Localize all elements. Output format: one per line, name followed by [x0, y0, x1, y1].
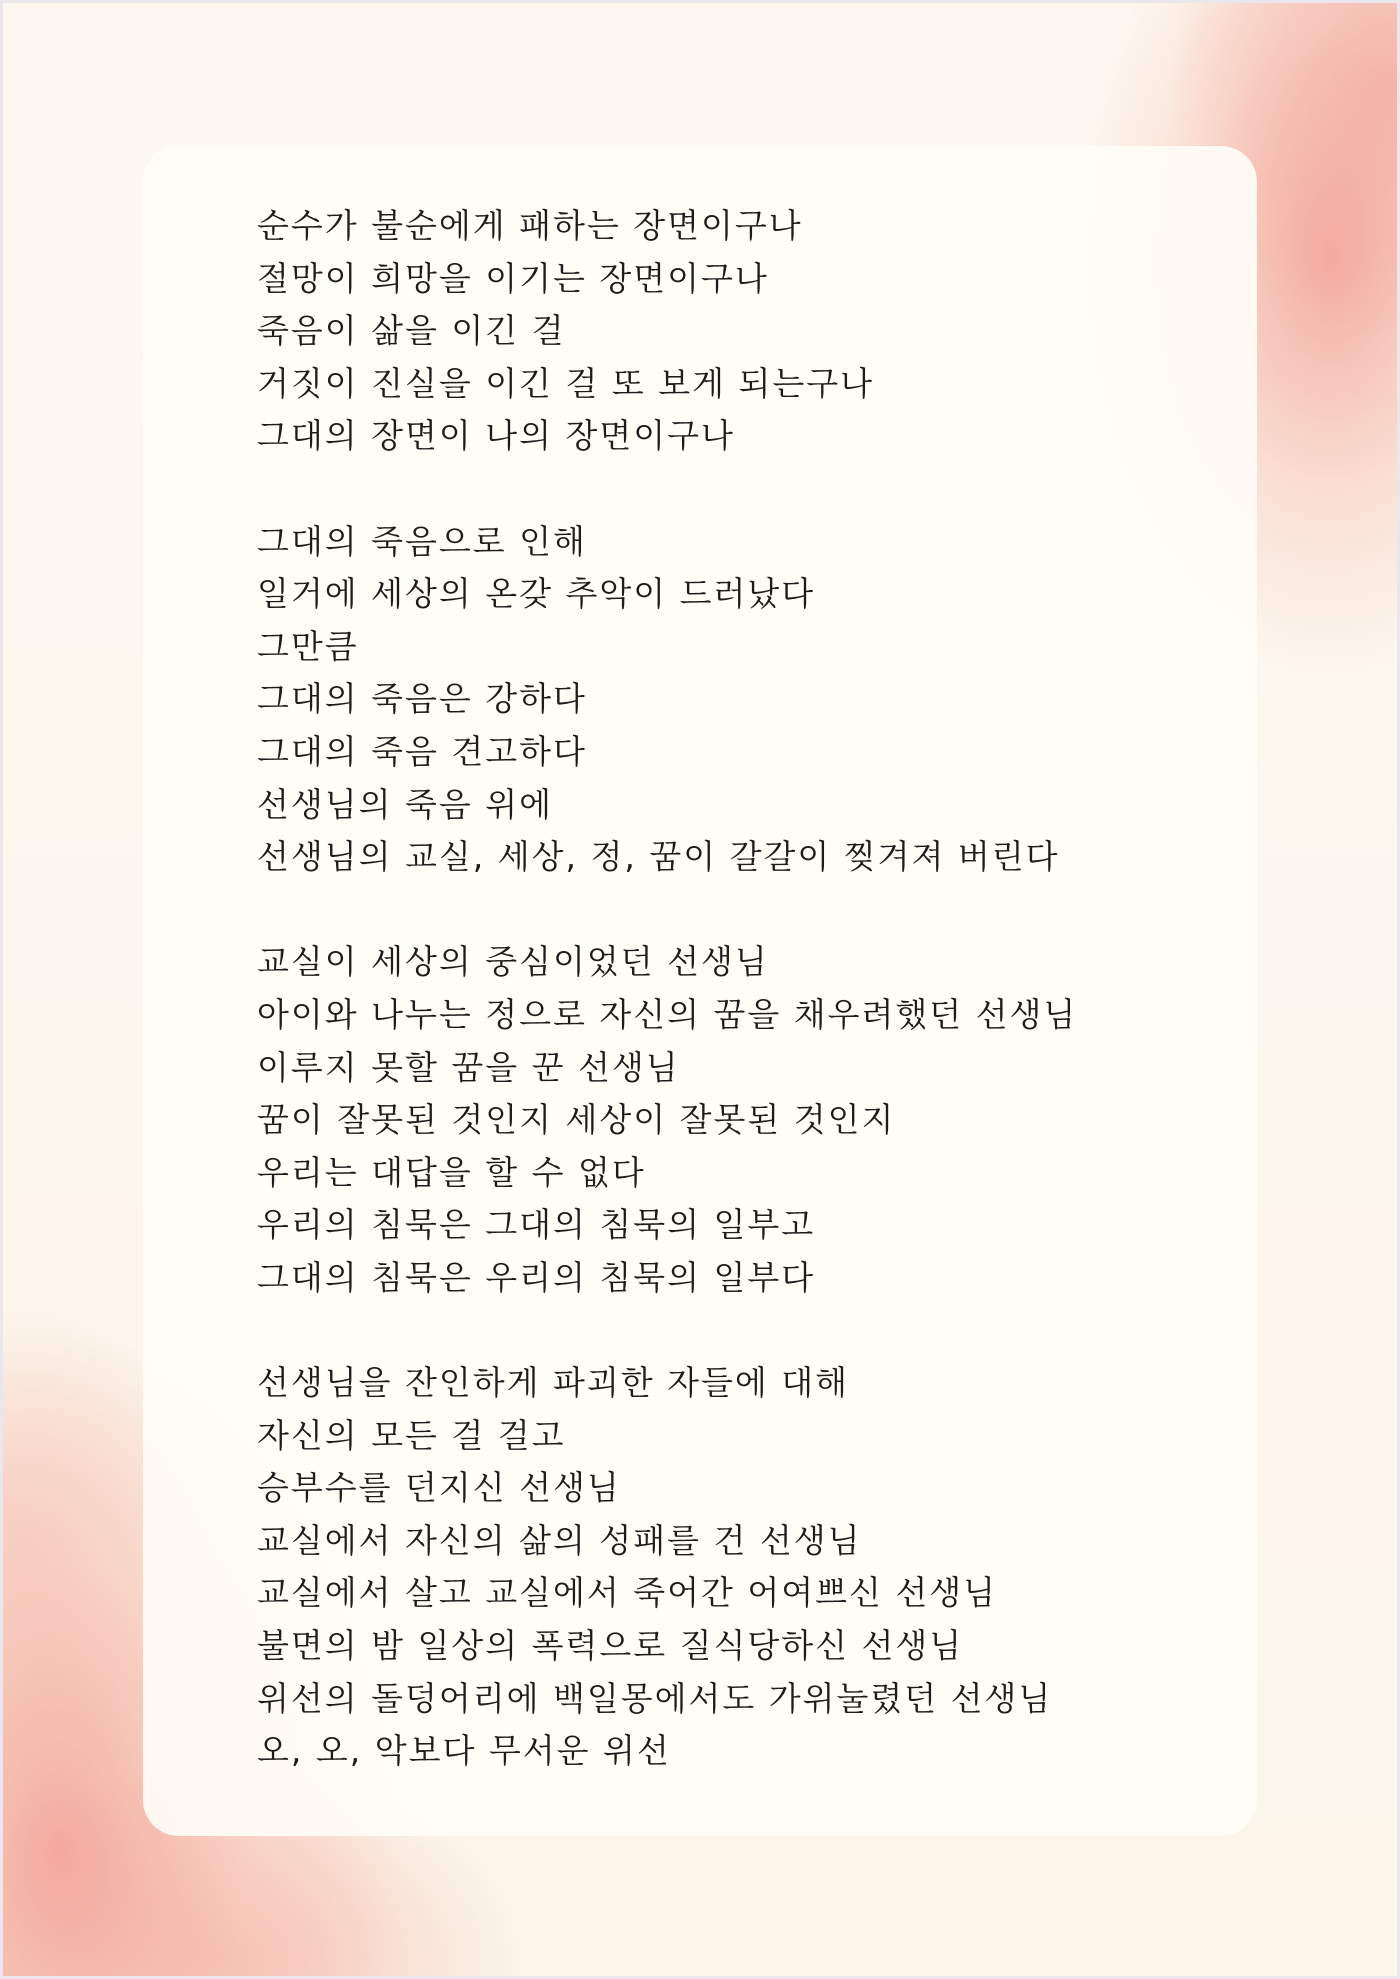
poem-line: 우리는 대답을 할 수 없다: [257, 1152, 646, 1192]
poem-line: 불면의 밤 일상의 폭력으로 질식당하신 선생님: [257, 1626, 964, 1666]
poem-line: 그대의 장면이 나의 장면이구나: [257, 416, 735, 456]
poem-line: 선생님의 죽음 위에: [257, 784, 554, 824]
poem-line: 그대의 침묵은 우리의 침묵의 일부다: [257, 1257, 816, 1297]
poem-line: 교실에서 자신의 삶의 성패를 건 선생님: [257, 1520, 862, 1560]
stanza-2: [257, 516, 1217, 884]
poem-line: 승부수를 던지신 선생님: [257, 1468, 621, 1508]
poem-line: 죽음이 삶을 이긴 걸: [257, 311, 566, 351]
poem-line: 이루지 못할 꿈을 꾼 선생님: [257, 1047, 680, 1087]
stanza-3: [257, 936, 1217, 1304]
poem-line: 일거에 세상의 온갖 추악이 드러났다: [257, 574, 816, 614]
stanza-4: [257, 1357, 1217, 1778]
stanza-divider: [257, 1304, 1217, 1357]
poem-line: 오, 오, 악보다 무서운 위선: [257, 1731, 671, 1771]
stanza-1: [257, 200, 1217, 463]
poem-line: 그대의 죽음으로 인해: [257, 521, 587, 561]
poem-line: 거짓이 진실을 이긴 걸 또 보게 되는구나: [257, 363, 874, 403]
poem-line: 그대의 죽음은 강하다: [257, 679, 587, 719]
poem-line: 우리의 침묵은 그대의 침묵의 일부고: [257, 1205, 816, 1245]
poem-line: 선생님을 잔인하게 파괴한 자들에 대해: [257, 1363, 850, 1403]
poem-line: 교실에서 살고 교실에서 죽어간 어여쁘신 선생님: [257, 1573, 998, 1613]
poem-line: 꿈이 잘못된 것인지 세상이 잘못된 것인지: [257, 1100, 896, 1140]
poem-line: 교실이 세상의 중심이었던 선생님: [257, 942, 769, 982]
poem-line: 선생님의 교실, 세상, 정, 꿈이 갈갈이 찢겨져 버린다: [257, 837, 1060, 877]
poem-line: 위선의 돌덩어리에 백일몽에서도 가위눌렸던 선생님: [257, 1678, 1053, 1718]
poem-line: 그만큼: [257, 626, 359, 666]
poem-line: 자신의 모든 걸 걸고: [257, 1415, 566, 1455]
poem-line: 아이와 나누는 정으로 자신의 꿈을 채우려했던 선생님: [257, 994, 1078, 1034]
poem-body: [257, 200, 1217, 1778]
stanza-divider: [257, 463, 1217, 516]
poem-line: 그대의 죽음 견고하다: [257, 731, 587, 771]
stanza-divider: [257, 884, 1217, 937]
poem-line: 절망이 희망을 이기는 장면이구나: [257, 258, 769, 298]
poem-line: 순수가 불순에게 패하는 장면이구나: [257, 206, 803, 245]
